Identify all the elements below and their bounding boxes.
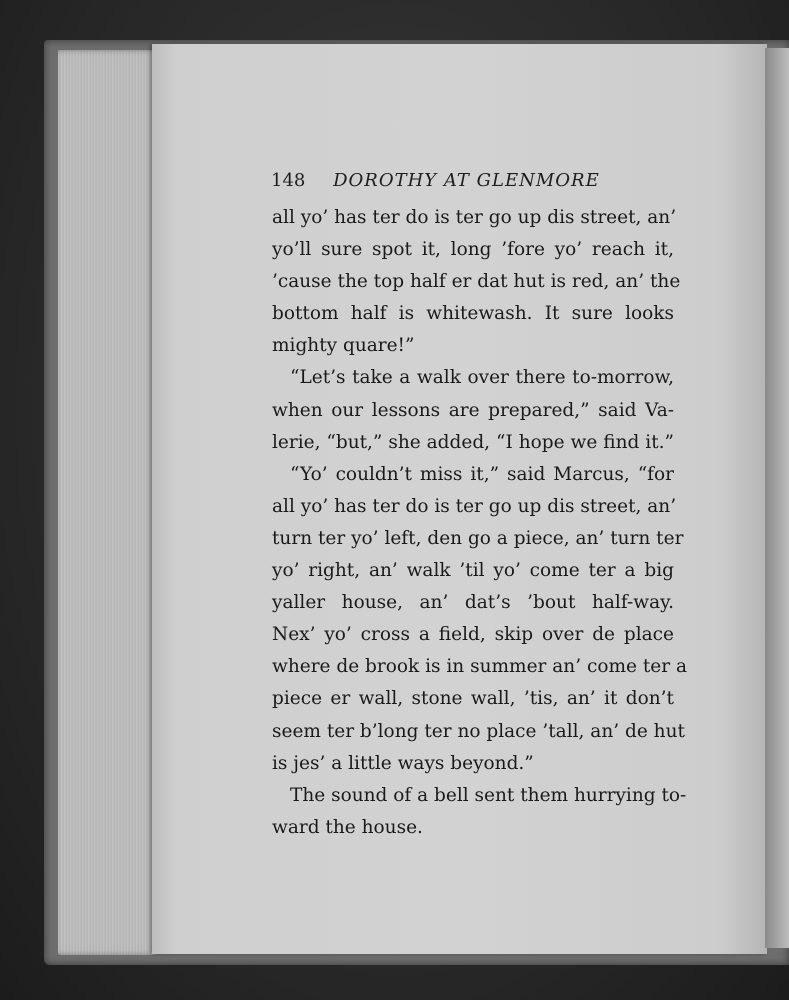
text-line: when our lessons are prepared,” said Va- (272, 399, 674, 421)
text-line: ward the house. (272, 816, 423, 838)
body-text (272, 202, 687, 844)
page-header (271, 170, 611, 191)
text-line: piece er wall, stone wall, ’tis, an’ it don’t (272, 688, 674, 710)
text-line: where de brook is in summer an’ come ter a (272, 656, 687, 678)
page-number: 148 (271, 170, 306, 191)
text-line: yaller house, an’ dat’s ’bout half-way. (272, 592, 674, 614)
text-line: “Let’s take a walk over there to-morrow, (290, 367, 674, 389)
text-line: is jes’ a little ways beyond.” (272, 752, 534, 774)
text-line: all yo’ has ter do is ter go up dis street, an’ (272, 207, 677, 228)
text-line: yo’ right, an’ walk ’til yo’ come ter a big (272, 560, 674, 582)
text-line: seem ter b’long ter no place ’tall, an’ de hut (272, 720, 685, 742)
text-line: “Yo’ couldn’t miss it,” said Marcus, “for (290, 463, 674, 485)
text-line: The sound of a bell sent them hurrying to- (290, 784, 687, 806)
text-line: mighty quare!” (272, 335, 415, 357)
running-title: DOROTHY AT GLENMORE (333, 170, 600, 191)
text-line: lerie, “but,” she added, “I hope we find it.” (272, 431, 674, 453)
text-line: bottom half is whitewash. It sure looks (272, 303, 674, 325)
text-line: ’cause the top half er dat hut is red, an’ the (272, 271, 681, 293)
text-line: yo’ll sure spot it, long ’fore yo’ reach it, (272, 239, 674, 261)
text-line: all yo’ has ter do is ter go up dis street, an’ (272, 495, 677, 517)
text-line: Nex’ yo’ cross a field, skip over de place (272, 624, 674, 646)
facing-page-edge (765, 48, 789, 948)
text-line: turn ter yo’ left, den go a piece, an’ turn ter (272, 527, 684, 549)
page-edges (58, 50, 156, 955)
